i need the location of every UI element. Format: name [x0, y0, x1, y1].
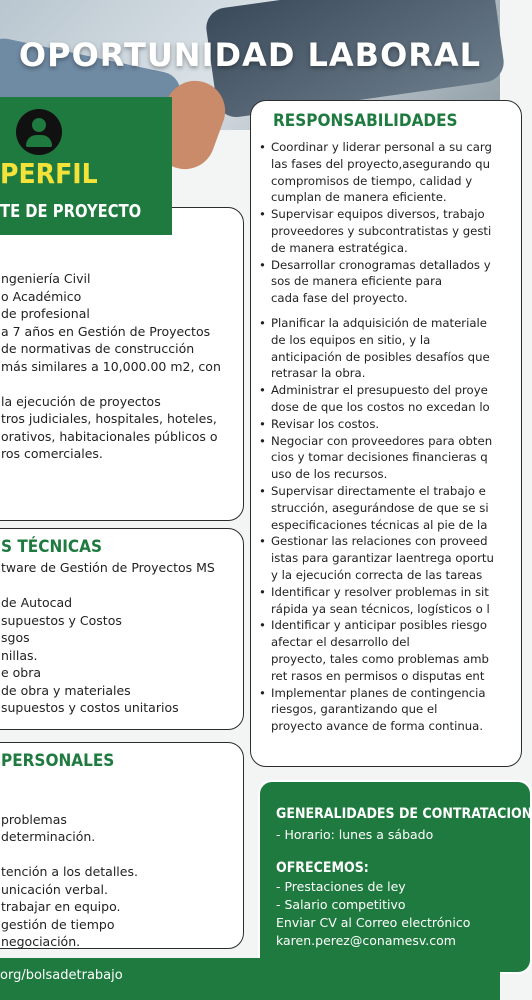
responsibility-line: [259, 483, 494, 500]
personal-skill-line: problemas: [1, 811, 67, 827]
technical-heading: S TÉCNICAS: [1, 537, 103, 557]
responsibility-text: y la ejecución correcta de las tareas: [271, 567, 483, 582]
personal-skill-line: trabajar en equipo.: [1, 899, 121, 914]
requirements-card: [0, 207, 244, 521]
responsibility-line: [259, 567, 494, 584]
responsibility-text: rápida ya sean técnicos, logísticos o l: [271, 601, 490, 616]
technical-skill-line: tware de Gestión de Proyectos MS: [1, 560, 215, 575]
requirement-line: o Académico: [1, 288, 82, 304]
personal-skill-line: determinación.: [1, 829, 96, 844]
requirement-line: de profesional: [1, 306, 90, 321]
requirement-line: ros comerciales.: [1, 446, 103, 461]
personal-skill-line: gestión de tiempo: [1, 916, 115, 932]
responsibility-line: [259, 273, 494, 290]
offer-line: karen.perez@conamesv.com: [276, 933, 456, 948]
personal-card: [0, 742, 244, 949]
personal-heading: PERSONALES: [1, 751, 115, 771]
responsibility-text: Coordinar y liderar personal a su carg: [271, 140, 492, 154]
responsibility-text: riesgos, garantizando que el: [271, 702, 438, 717]
responsibility-line: [259, 701, 494, 718]
requirement-line: de normativas de construcción: [1, 341, 195, 356]
responsibility-line: [259, 550, 494, 567]
responsibilities-card: [250, 100, 522, 767]
responsibility-line: [259, 189, 494, 206]
requirement-line: ngeniería Civil: [1, 271, 91, 286]
responsibility-line: [259, 584, 494, 601]
contract-heading: GENERALIDADES DE CONTRATACION: [276, 806, 532, 822]
requirements-list: [1, 270, 221, 463]
responsibilities-list: [259, 139, 494, 735]
responsibility-text: de manera estratégica.: [271, 240, 408, 255]
technical-skill-line: sgos: [1, 630, 30, 645]
responsibility-line: [259, 416, 494, 433]
responsibility-text: retrasar la obra.: [271, 366, 366, 381]
offer-line: Enviar CV al Correo electrónico: [276, 915, 471, 930]
responsibility-text: Implementar planes de contingencia: [271, 685, 486, 700]
responsibility-text: istas para garantizar laentrega oportu: [271, 551, 494, 566]
responsibility-line: [259, 601, 494, 618]
responsibility-text: dose de que los costos no excedan lo: [271, 399, 490, 414]
requirement-line: a 7 años en Gestión de Proyectos: [1, 323, 211, 339]
user-icon: [16, 109, 62, 155]
bullet-icon: •: [259, 618, 266, 633]
technical-card: [0, 528, 244, 730]
responsibility-line: [259, 139, 494, 156]
technical-list: [1, 559, 215, 717]
responsibility-text: Supervisar equipos diversos, trabajo: [271, 207, 485, 222]
responsibility-line: [259, 257, 494, 274]
profile-position: TE DE PROYECTO: [0, 201, 142, 222]
responsibility-text: Negociar con proveedores para obten: [271, 433, 493, 448]
bullet-icon: •: [259, 483, 266, 498]
responsibility-line: [259, 206, 494, 223]
offer-line: - Prestaciones de ley: [276, 879, 406, 894]
responsibility-line: [259, 315, 494, 332]
responsibility-text: proveedores y subcontratistas y gesti: [271, 223, 492, 238]
bullet-icon: •: [259, 257, 266, 272]
personal-skill-line: [1, 846, 138, 864]
responsibility-line: [259, 307, 494, 315]
contract-schedule: - Horario: lunes a sábado: [276, 827, 434, 842]
responsibility-line: [259, 685, 494, 702]
technical-skill-line: de Autocad: [1, 595, 73, 610]
bullet-icon: •: [259, 534, 266, 549]
offer-heading: OFRECEMOS:: [276, 860, 369, 876]
bullet-icon: •: [259, 383, 266, 398]
responsibility-line: [259, 332, 494, 349]
profile-banner: [0, 97, 172, 235]
responsibility-text: Administrar el presupuesto del proye: [271, 383, 488, 398]
responsibility-line: [259, 240, 494, 257]
requirement-line: tros judiciales, hospitales, hoteles,: [1, 411, 217, 426]
responsibility-line: [259, 349, 494, 366]
requirement-line: [1, 375, 221, 393]
responsibility-line: [259, 156, 494, 173]
responsibility-line: [259, 718, 494, 735]
responsibility-text: Gestionar las relaciones con proveed: [271, 534, 488, 549]
responsibility-text: Identificar y anticipar posibles riesgo: [271, 618, 488, 633]
page-title: OPORTUNIDAD LABORAL: [18, 36, 482, 74]
responsibility-text: especificaciones técnicas al pie de la: [271, 517, 488, 532]
responsibility-line: [259, 365, 494, 382]
personal-skill-line: unicación verbal.: [1, 881, 109, 897]
responsibilities-heading: RESPONSABILIDADES: [273, 111, 458, 131]
responsibility-text: compromisos de tiempo, calidad y: [271, 173, 473, 188]
responsibility-line: [259, 533, 494, 550]
bullet-icon: •: [259, 207, 266, 222]
responsibility-line: [259, 382, 494, 399]
responsibility-text: Planificar la adquisición de materiale: [271, 315, 487, 330]
responsibility-line: [259, 433, 494, 450]
footer-url[interactable]: org/bolsadetrabajo: [0, 968, 123, 983]
responsibility-line: [259, 399, 494, 416]
bullet-icon: •: [259, 315, 266, 330]
responsibility-line: [259, 617, 494, 634]
personal-list: [1, 793, 138, 951]
responsibility-line: [259, 634, 494, 651]
bullet-icon: •: [259, 685, 266, 700]
profile-heading: PERFIL: [0, 157, 98, 190]
responsibility-line: [259, 290, 494, 307]
responsibility-text: Revisar los costos.: [271, 416, 380, 431]
responsibility-text: proyecto avance de forma continua.: [271, 719, 484, 734]
responsibility-text: ret rasos en permisos o disputas ent: [271, 668, 485, 683]
responsibility-text: sos de manera eficiente para: [271, 274, 443, 289]
offer-list: [276, 878, 470, 950]
responsibility-line: [259, 500, 494, 517]
contract-box: [258, 780, 532, 974]
responsibility-line: [259, 173, 494, 190]
responsibility-text: Supervisar directamente el trabajo e: [271, 483, 486, 498]
technical-skill-line: de obra y materiales: [1, 682, 131, 698]
responsibility-text: anticipación de posibles desafíos que: [271, 349, 490, 364]
technical-skill-line: nillas.: [1, 647, 38, 663]
responsibility-line: [259, 668, 494, 685]
responsibility-text: proyecto, tales como problemas amb: [271, 651, 489, 666]
responsibility-line: [259, 223, 494, 240]
personal-skill-line: [1, 793, 138, 811]
responsibility-text: strucción, asegurándose de que se si: [271, 500, 489, 515]
responsibility-text: Identificar y resolver problemas in sit: [271, 584, 489, 599]
bullet-icon: •: [259, 584, 266, 599]
personal-skill-line: negociación.: [1, 934, 81, 949]
responsibility-text: Desarrollar cronogramas detallados y: [271, 257, 491, 272]
technical-skill-line: supuestos y costos unitarios: [1, 700, 179, 715]
requirement-line: orativos, habitacionales públicos o: [1, 428, 218, 444]
responsibility-text: afectar el desarrollo del: [271, 635, 410, 650]
responsibility-line: [259, 651, 494, 668]
responsibility-text: uso de los recursos.: [271, 467, 388, 482]
responsibility-text: de los equipos en sitio, y la: [271, 332, 431, 347]
technical-skill-line: [1, 577, 215, 595]
personal-skill-line: tención a los detalles.: [1, 864, 138, 879]
contract-schedule-list: [276, 826, 433, 844]
responsibility-text: cumplan de manera eficiente.: [271, 190, 447, 205]
technical-skill-line: supuestos y Costos: [1, 612, 122, 628]
bullet-icon: •: [259, 433, 266, 448]
offer-line: - Salario competitivo: [276, 897, 406, 912]
responsibility-line: [259, 466, 494, 483]
responsibility-text: las fases del proyecto,asegurando qu: [271, 156, 490, 171]
bullet-icon: •: [259, 416, 266, 431]
requirement-line: más similares a 10,000.00 m2, con: [1, 358, 221, 374]
responsibility-text: cios y tomar decisiones financieras q: [271, 450, 488, 465]
technical-skill-line: e obra: [1, 665, 42, 680]
responsibility-line: [259, 517, 494, 534]
requirement-line: la ejecución de proyectos: [1, 393, 161, 409]
bullet-icon: •: [259, 140, 266, 154]
responsibility-line: [259, 449, 494, 466]
responsibility-text: cada fase del proyecto.: [271, 291, 408, 306]
